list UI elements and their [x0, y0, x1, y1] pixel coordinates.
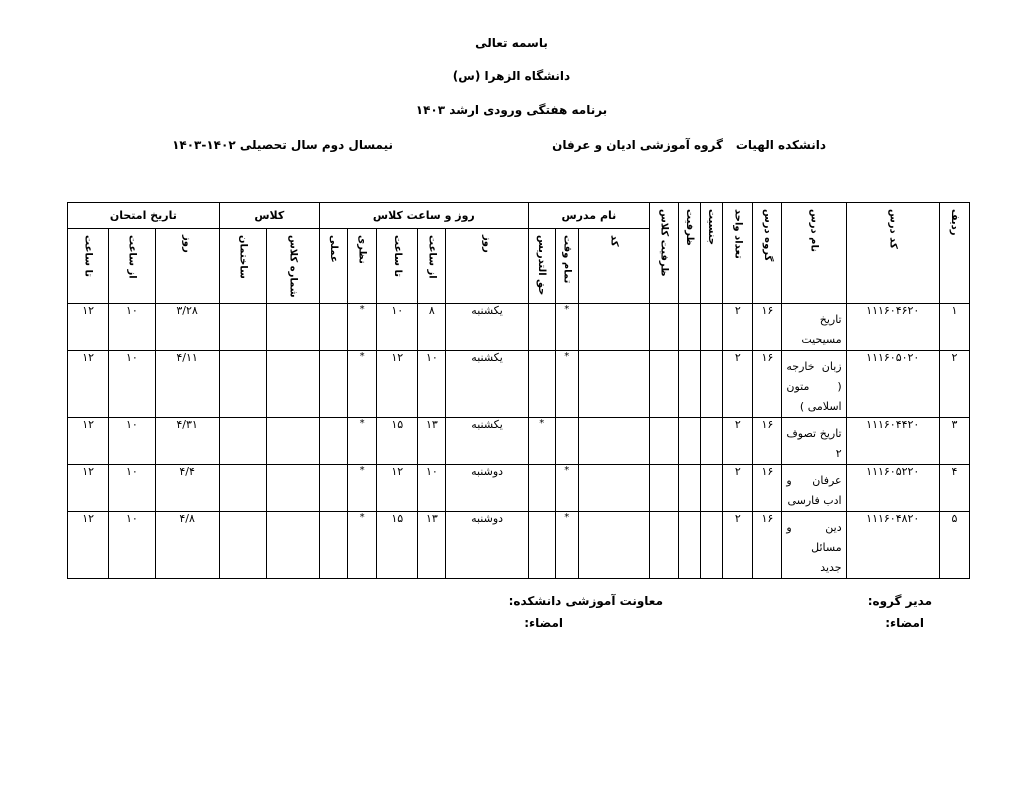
- col-to-hour: تا ساعت: [377, 229, 418, 304]
- col-class-number: شماره کلاس: [266, 229, 319, 304]
- deputy-signature: امضاء:: [524, 616, 563, 630]
- semester-label: نیمسال دوم سال تحصیلی ۱۴۰۲-۱۴۰۳: [172, 138, 393, 152]
- col-tuition: حق التدریس: [528, 229, 555, 304]
- group-head-signature: امضاء:: [885, 616, 924, 630]
- col-row: ردیف: [939, 203, 969, 304]
- col-class-capacity: ظرفیت کلاس: [650, 203, 679, 304]
- col-course-code: کد درس: [846, 203, 939, 304]
- faculty-name: دانشکده الهیات: [735, 138, 826, 152]
- col-day: روز: [446, 229, 528, 304]
- group-head-label: مدیر گروه:: [867, 594, 932, 608]
- header-line1: باسمه تعالی: [475, 36, 548, 50]
- table-row: ۵ ۱۱۱۶۰۴۸۲۰ دین و مسائل جدید ۱۶ ۲ * دوشنبه ۱۳ ۱۵ * ۴/۸ ۱۰ ۱۲: [68, 512, 970, 579]
- department-name: گروه آموزشی ادیان و عرفان: [552, 138, 723, 152]
- col-capacity: ظرفیت: [679, 203, 701, 304]
- deputy-label: معاونت آموزشی دانشکده:: [508, 594, 663, 608]
- col-code: کد: [578, 229, 649, 304]
- col-course-group: گروه درس: [753, 203, 782, 304]
- table-row: ۱ ۱۱۱۶۰۴۶۲۰ تاریخ مسیحیت ۱۶ ۲ * یکشنبه ۸ ۱۰ * ۳/۲۸ ۱۰ ۱۲: [68, 304, 970, 351]
- col-sex: جنسیت: [701, 203, 723, 304]
- group-day-time: روز و ساعت کلاس: [320, 203, 529, 229]
- group-exam-date: تاریخ امتحان: [68, 203, 220, 229]
- col-theory: نظری: [348, 229, 377, 304]
- col-building: ساختمان: [219, 229, 266, 304]
- col-units: تعداد واحد: [723, 203, 753, 304]
- col-course-name: نام درس: [782, 203, 846, 304]
- col-exam-from: از ساعت: [109, 229, 155, 304]
- table-row: ۲ ۱۱۱۶۰۵۰۲۰ زبان خارجه ( متون اسلامی ) ۱۶ ۲ * یکشنبه ۱۰ ۱۲ * ۴/۱۱ ۱۰ ۱۲: [68, 351, 970, 418]
- table-row: ۴ ۱۱۱۶۰۵۲۲۰ عرفان و ادب فارسی ۱۶ ۲ * دوشنبه ۱۰ ۱۲ * ۴/۴ ۱۰ ۱۲: [68, 465, 970, 512]
- col-from-hour: از ساعت: [418, 229, 446, 304]
- col-fulltime: تمام وقت: [555, 229, 578, 304]
- col-exam-day: روز: [155, 229, 219, 304]
- group-instructor: نام مدرس: [528, 203, 649, 229]
- col-exam-to: تا ساعت: [68, 229, 109, 304]
- col-practical: عملی: [320, 229, 348, 304]
- group-classroom: کلاس: [219, 203, 319, 229]
- table-row: ۳ ۱۱۱۶۰۴۴۲۰ تاریخ تصوف ۲ ۱۶ ۲ * یکشنبه ۱۳ ۱۵ * ۴/۳۱ ۱۰ ۱۲: [68, 418, 970, 465]
- schedule-table: [67, 202, 970, 579]
- university-name: دانشگاه الزهرا (س): [452, 69, 571, 83]
- program-title: برنامه هفتگی ورودی ارشد ۱۴۰۳: [415, 103, 608, 117]
